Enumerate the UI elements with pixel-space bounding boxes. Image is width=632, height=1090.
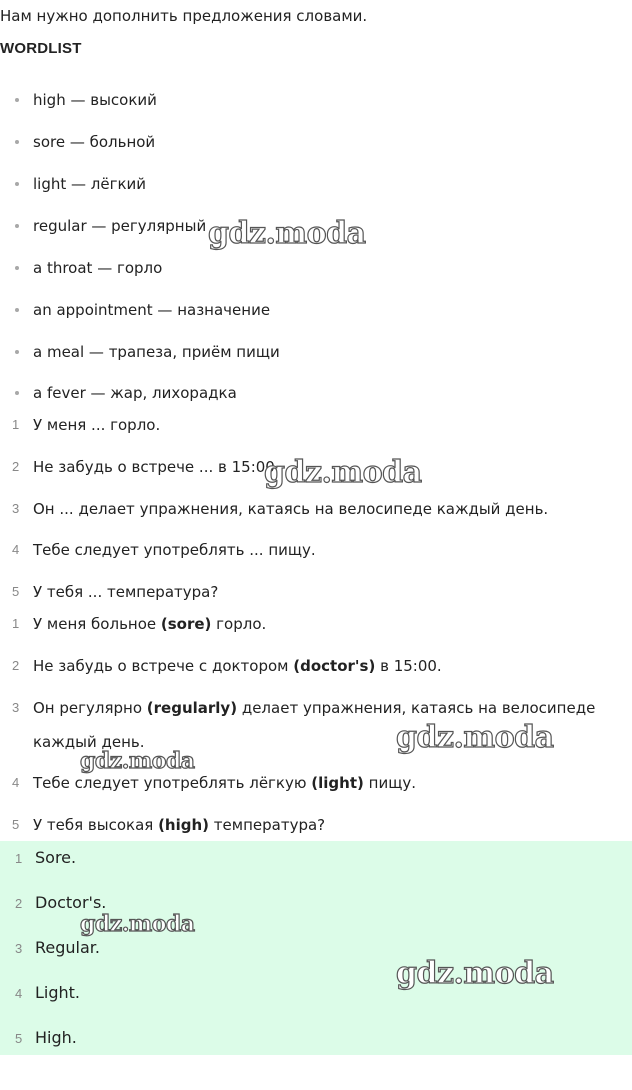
intro-text: Нам нужно дополнить предложения словами. [0, 7, 368, 25]
bullet-icon [15, 140, 19, 144]
translation-number: 5 [12, 817, 20, 832]
translation-text: У тебя высокая (high) температура? [33, 816, 326, 834]
task-number: 3 [12, 501, 20, 516]
task-text: Тебе следует употреблять ... пищу. [33, 541, 316, 559]
task-number: 1 [12, 417, 20, 432]
wordlist-item-text: regular — регулярный [33, 217, 207, 235]
task-text: Он ... делает упражнения, катаясь на велосипеде каждый день. [33, 500, 549, 518]
translation-number: 3 [12, 700, 20, 715]
bullet-icon [15, 391, 19, 395]
answer-number: 5 [15, 1031, 23, 1046]
wordlist-item-text: light — лёгкий [33, 175, 147, 193]
watermark: gdz.moda [80, 748, 195, 774]
bullet-icon [15, 182, 19, 186]
answer-text: Sore. [35, 848, 77, 867]
bullet-icon [15, 224, 19, 228]
task-text: Не забудь о встрече ... в 15:00. [33, 458, 280, 476]
bullet-icon [15, 350, 19, 354]
answer-number: 1 [15, 851, 23, 866]
wordlist-item-text: an appointment — назначение [33, 301, 271, 319]
translation-number: 1 [12, 616, 20, 631]
wordlist-title: WORDLIST [0, 40, 82, 57]
translation-text: Тебе следует употреблять лёгкую (light) пищу. [33, 774, 416, 792]
wordlist-item-text: a throat — горло [33, 259, 163, 277]
task-text: У тебя ... температура? [33, 583, 219, 601]
watermark: gdz.moda [396, 720, 554, 755]
translation-text: каждый день. [33, 733, 145, 751]
wordlist-item-text: high — высокий [33, 91, 157, 109]
task-number: 2 [12, 459, 20, 474]
wordlist-item-text: a meal — трапеза, приём пищи [33, 343, 280, 361]
translation-number: 4 [12, 775, 20, 790]
bullet-icon [15, 308, 19, 312]
watermark: gdz.moda [264, 455, 422, 490]
translation-text: Не забудь о встрече с доктором (doctor's) в 15:00. [33, 657, 442, 675]
answer-text: Regular. [35, 938, 100, 957]
answer-text: High. [35, 1028, 77, 1047]
wordlist-item-text: a fever — жар, лихорадка [33, 384, 237, 402]
translation-number: 2 [12, 658, 20, 673]
translation-text: Он регулярно (regularly) делает упражнения, катаясь на велосипеде [33, 699, 596, 717]
task-text: У меня ... горло. [33, 416, 161, 434]
answer-text: Light. [35, 983, 81, 1002]
answer-number: 3 [15, 941, 23, 956]
bullet-icon [15, 98, 19, 102]
bullet-icon [15, 266, 19, 270]
answer-text: Doctor's. [35, 893, 107, 912]
watermark: gdz.moda [208, 216, 366, 251]
wordlist-item-text: sore — больной [33, 133, 156, 151]
answer-number: 2 [15, 896, 23, 911]
watermark: gdz.moda [80, 911, 195, 937]
task-number: 5 [12, 584, 20, 599]
answers-panel [0, 841, 632, 1055]
watermark: gdz.moda [396, 956, 554, 991]
translation-text: У меня больное (sore) горло. [33, 615, 267, 633]
task-number: 4 [12, 542, 20, 557]
answer-number: 4 [15, 986, 23, 1001]
